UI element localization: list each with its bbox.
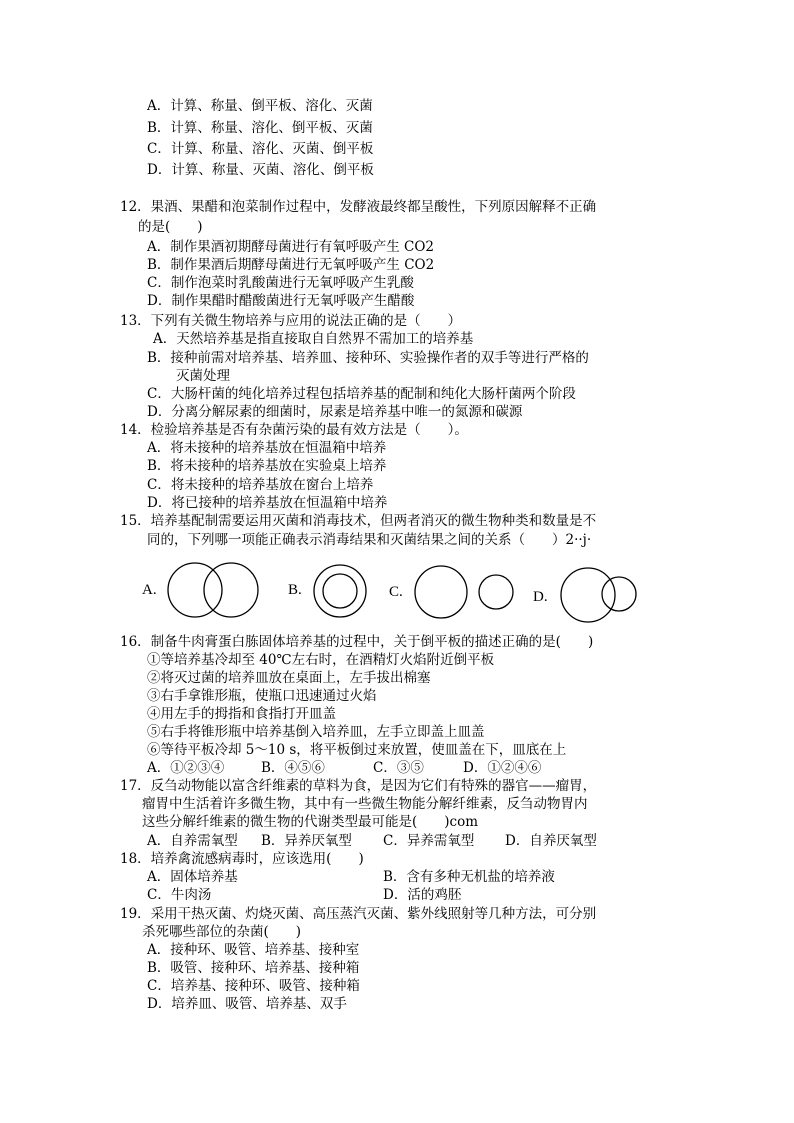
- q12-option-b: B．制作果酒后期酵母菌进行无氧呼吸产生 CO2: [147, 257, 435, 273]
- q19-option-c: C．培养基、接种环、吸管、接种箱: [147, 978, 360, 994]
- q14-option-b: B．将未接种的培养基放在实验桌上培养: [147, 458, 387, 474]
- q14-stem: 14．检验培养基是否有杂菌污染的最有效方法是（ ）。: [120, 422, 468, 438]
- q16-step-5: ⑤右手将锥形瓶中培养基倒入培养皿，左手立即盖上皿盖: [147, 724, 485, 740]
- q18-option-d: D．活的鸡胚: [383, 887, 462, 903]
- q11-option-d: D．计算、称量、灭菌、溶化、倒平板: [147, 162, 374, 178]
- q13-option-b: B．接种前需对培养基、培养皿、接种环、实验操作者的双手等进行严格的: [147, 350, 589, 366]
- q14-option-d: D．将已接种的培养基放在恒温箱中培养: [147, 495, 388, 511]
- q12-option-a: A．制作果酒初期酵母菌进行有氧呼吸产生 CO2: [147, 239, 435, 255]
- q19-option-d: D．培养皿、吸管、培养基、双手: [147, 996, 347, 1012]
- venn-a-circle-left: [168, 563, 222, 617]
- q17-option-d: D．自养厌氧型: [505, 833, 597, 849]
- q11-option-c: C．计算、称量、溶化、灭菌、倒平板: [147, 141, 374, 157]
- q11-option-a: A．计算、称量、倒平板、溶化、灭菌: [147, 98, 373, 114]
- q17-stem-line3: 这些分解纤维素的微生物的代谢类型最可能是( )com: [142, 814, 479, 830]
- q15-venn-figure: [130, 555, 650, 630]
- venn-label-b: B.: [288, 582, 302, 598]
- q17-option-a: A．自养需氧型: [147, 833, 238, 849]
- venn-c-circle-small: [479, 575, 513, 609]
- q18-stem: 18．培养禽流感病毒时，应该选用( ): [120, 851, 364, 867]
- q15-stem-line2: 同的，下列哪一项能正确表示消毒结果和灭菌结果之间的关系（ ）2··j·: [147, 532, 592, 548]
- q12-stem-line2: 的是( ): [138, 219, 203, 235]
- q17-option-c: C．异养需氧型: [383, 833, 475, 849]
- q19-option-a: A．接种环、吸管、培养基、接种室: [147, 942, 360, 958]
- q12-stem-line1: 12．果酒、果醋和泡菜制作过程中，发酵液最终都呈酸性，下列原因解释不正确: [120, 199, 597, 215]
- q19-option-b: B．吸管、接种环、培养基、接种箱: [147, 960, 360, 976]
- q16-step-1: ①等培养基冷却至 40℃左右时，在酒精灯火焰附近倒平板: [147, 652, 495, 668]
- q16-stem: 16．制备牛肉膏蛋白胨固体培养基的过程中，关于倒平板的描述正确的是( ): [120, 634, 594, 650]
- q12-option-d: D．制作果醋时醋酸菌进行无氧呼吸产生醋酸: [147, 293, 415, 309]
- venn-b-circle-inner: [323, 574, 357, 608]
- q16-option-d: D．①②④⑥: [463, 760, 542, 776]
- venn-label-a: A.: [142, 582, 157, 598]
- q13-option-a: A．天然培养基是指直接取自自然界不需加工的培养基: [153, 331, 474, 347]
- venn-label-d: D.: [533, 589, 548, 605]
- venn-a-circle-right: [204, 563, 258, 617]
- q18-option-b: B．含有多种无机盐的培养液: [383, 869, 555, 885]
- q19-stem-line2: 杀死哪些部位的杂菌( ): [142, 924, 302, 940]
- q16-option-a: A．①②③④: [147, 760, 225, 776]
- venn-c-circle-large: [415, 566, 467, 618]
- q16-option-c: C．③⑤: [373, 760, 424, 776]
- q17-stem-line2: 瘤胃中生活着许多微生物，其中有一些微生物能分解纤维素，反刍动物胃内: [142, 796, 588, 812]
- venn-d-circle-small: [602, 577, 636, 611]
- q13-option-c: C．大肠杆菌的纯化培养过程包括培养基的配制和纯化大肠杆菌两个阶段: [147, 386, 576, 402]
- q17-stem-line1: 17．反刍动物能以富含纤维素的草料为食，是因为它们有特殊的器官——瘤胃，: [120, 778, 597, 794]
- q16-step-3: ③右手拿锥形瓶，使瓶口迅速通过火焰: [147, 688, 377, 704]
- q13-option-d: D．分离分解尿素的细菌时，尿素是培养基中唯一的氮源和碳源: [147, 404, 523, 420]
- q16-step-4: ④用左手的拇指和食指打开皿盖: [147, 706, 336, 722]
- venn-label-c: C.: [389, 584, 403, 600]
- q12-option-c: C．制作泡菜时乳酸菌进行无氧呼吸产生乳酸: [147, 275, 414, 291]
- q19-stem-line1: 19．采用干热灭菌、灼烧灭菌、高压蒸汽灭菌、紫外线照射等几种方法，可分别: [120, 906, 597, 922]
- q16-step-6: ⑥等待平板冷却 5～10 s，将平板倒过来放置，使皿盖在下，皿底在上: [147, 742, 567, 758]
- venn-b-circle-outer: [314, 565, 366, 617]
- q11-option-b: B．计算、称量、溶化、倒平板、灭菌: [147, 120, 373, 136]
- venn-d-circle-large: [561, 568, 615, 622]
- q17-option-b: B．异养厌氧型: [261, 833, 352, 849]
- q14-option-c: C．将未接种的培养基放在窗台上培养: [147, 477, 374, 493]
- q13-stem: 13．下列有关微生物培养与应用的说法正确的是（ ）: [120, 313, 462, 329]
- q16-step-2: ②将灭过菌的培养皿放在桌面上，左手拔出棉塞: [147, 670, 431, 686]
- q15-stem-line1: 15．培养基配制需要运用灭菌和消毒技术，但两者消灭的微生物种类和数量是不: [120, 513, 597, 529]
- q14-option-a: A．将未接种的培养基放在恒温箱中培养: [147, 440, 387, 456]
- q16-option-b: B．④⑤⑥: [261, 760, 325, 776]
- q18-option-c: C．牛肉汤: [147, 887, 212, 903]
- q13-option-b-cont: 灭菌处理: [176, 368, 230, 384]
- q18-option-a: A．固体培养基: [147, 869, 238, 885]
